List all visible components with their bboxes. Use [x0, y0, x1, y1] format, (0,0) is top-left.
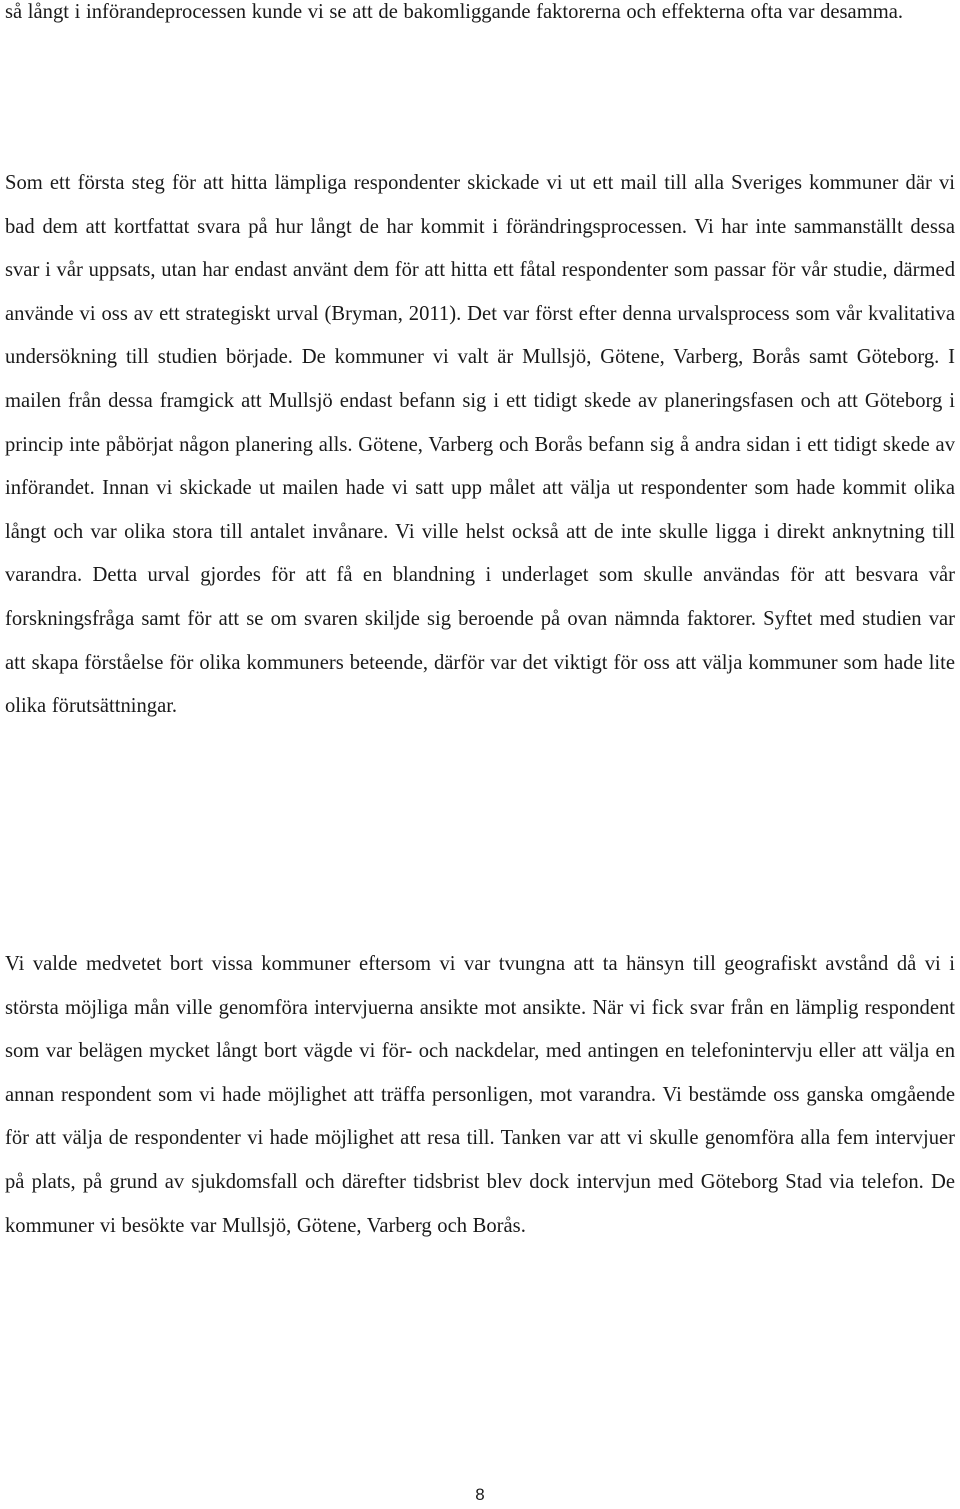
page-number: 8: [475, 1485, 485, 1504]
paragraph-geographic-distance: Vi valde medvetet bort vissa kommuner eftersom vi var tvungna att ta hänsyn till geografiskt avstånd då vi i största möjliga mån ville genomföra intervjuerna ansikte mot ansikte. När vi fick svar från en lämplig respondent som var belägen mycket långt bort vägde vi för- och nackdelar, med antingen en telefonintervju eller att välja en annan respondent som vi hade möjlighet att träffa personligen, mot varandra. Vi bestämde oss ganska omgående för att välja de respondenter vi hade möjlighet att resa till. Tanken var att vi skulle genomföra alla fem intervjuer på plats, på grund av sjukdomsfall och därefter tidsbrist blev dock intervjun med Göteborg Stad via telefon. De kommuner vi besökte var Mullsjö, Götene, Varberg och Borås.: [5, 953, 955, 1237]
paragraph-respondent-selection: Som ett första steg för att hitta lämpliga respondenter skickade vi ut ett mail till alla Sveriges kommuner där vi bad dem att kortfattat svara på hur långt de har kommit i förändringsprocessen. Vi har inte sammanställt dessa svar i vår uppsats, utan har endast använt dem för att hitta ett fåtal respondenter som passar för vår studie, därmed använde vi oss av ett strategiskt urval (Bryman, 2011). Det var först efter denna urvalsprocess som vår kvalitativa undersökning till studien började. De kommuner vi valt är Mullsjö, Götene, Varberg, Borås samt Göteborg. I mailen från dessa framgick att Mullsjö endast befann sig i ett tidigt skede av planeringsfasen och att Göteborg i princip inte påbörjat någon planering alls. Götene, Varberg och Borås befann sig å andra sidan i ett tidigt skede av införandet. Innan vi skickade ut mailen hade vi satt upp målet att välja ut respondenter som hade kommit olika långt och var olika stora till antalet invånare. Vi ville helst också att de inte skulle ligga i direkt anknytning till varandra. Detta urval gjordes för att få en blandning i underlaget som skulle användas för att besvara vår forskningsfråga samt för att se om svaren skiljde sig beroende på ovan nämnda faktorer. Syftet med studien var att skapa förståelse för olika kommuners beteende, därför var det viktigt för oss att välja kommuner som hade lite olika förutsättningar.: [5, 172, 955, 718]
paragraph-continuation: så långt i införandeprocessen kunde vi se att de bakomliggande faktorerna och effekterna ofta var desamma.: [5, 1, 904, 23]
